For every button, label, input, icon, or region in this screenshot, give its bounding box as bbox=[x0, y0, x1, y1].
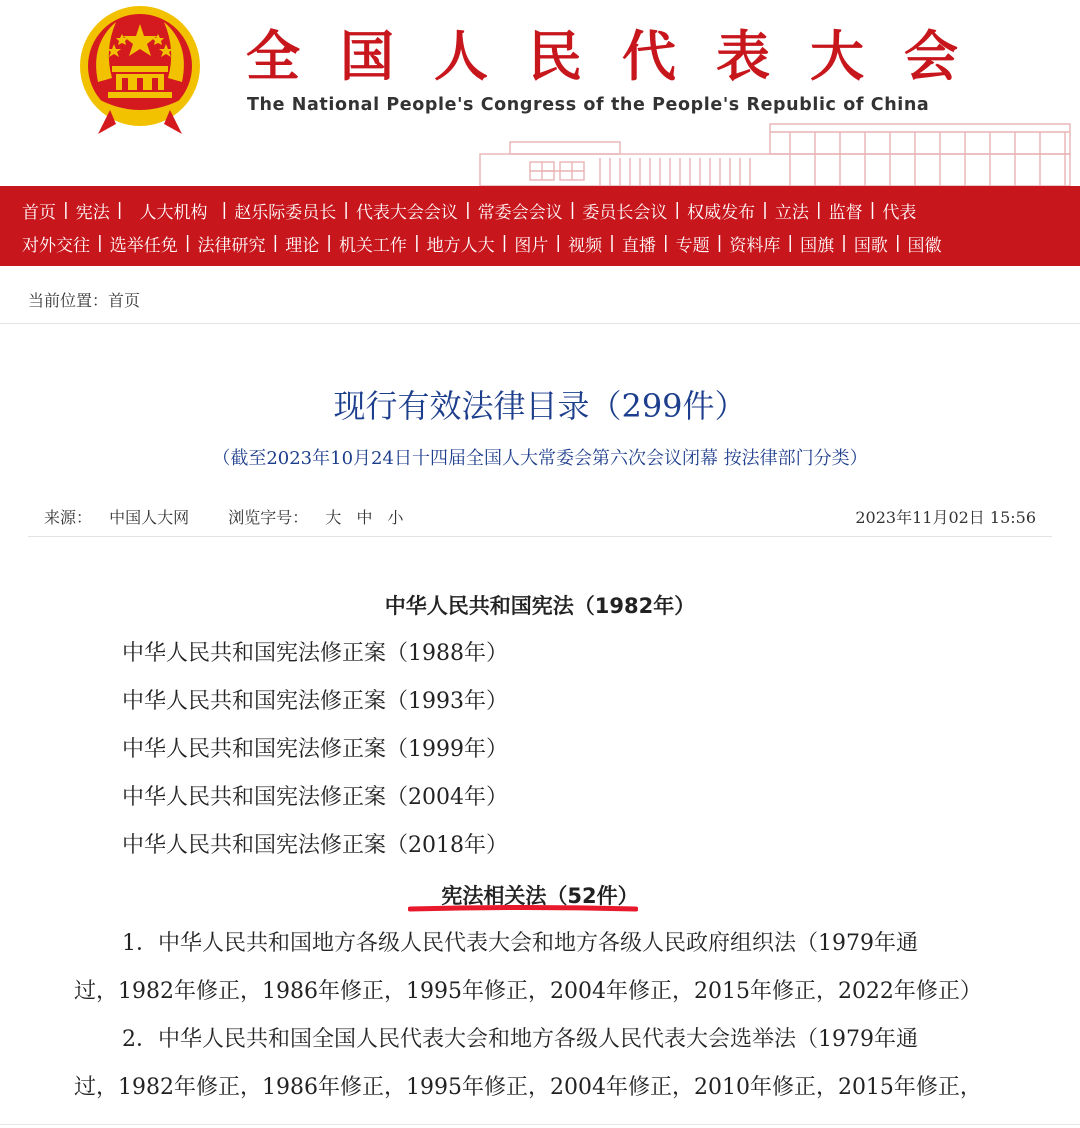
nav-item-videos[interactable]: 视频 bbox=[568, 235, 603, 256]
nav-item-congress-sessions[interactable]: 代表大会会议 bbox=[355, 202, 458, 223]
breadcrumb-label: 当前位置： bbox=[28, 291, 109, 310]
nav-separator: | bbox=[762, 200, 768, 220]
nav-separator: | bbox=[326, 233, 332, 253]
highlight-underline bbox=[408, 905, 638, 913]
nav-item-standing-committee[interactable]: 常委会会议 bbox=[477, 202, 563, 223]
nav-item-legislation[interactable]: 立法 bbox=[774, 202, 809, 223]
breadcrumb-divider bbox=[0, 323, 1080, 324]
amendment-item: 中华人民共和国宪法修正案（2018年） bbox=[122, 833, 508, 858]
nav-item-local-congress[interactable]: 地方人大 bbox=[426, 235, 495, 256]
nav-item-national-anthem[interactable]: 国歌 bbox=[853, 235, 888, 256]
publish-datetime: 2023年11月02日 15:56 bbox=[855, 508, 1036, 527]
nav-separator: | bbox=[674, 200, 681, 220]
nav-separator: | bbox=[343, 200, 349, 220]
nav-separator: | bbox=[609, 233, 615, 253]
nav-item-npc-organs[interactable]: 人大机构 bbox=[139, 202, 208, 223]
meta-divider bbox=[28, 536, 1052, 537]
nav-item-deputies[interactable]: 代表 bbox=[882, 202, 917, 223]
site-header bbox=[0, 0, 1080, 186]
nav-separator: | bbox=[116, 200, 123, 220]
nav-item-office-work[interactable]: 机关工作 bbox=[338, 235, 407, 256]
section-heading-constitution-related: 宪法相关法（52件） bbox=[441, 884, 639, 908]
nav-separator: | bbox=[97, 233, 103, 253]
nav-item-live[interactable]: 直播 bbox=[621, 235, 656, 256]
nav-separator: | bbox=[555, 233, 562, 253]
nav-item-national-emblem[interactable]: 国徽 bbox=[907, 235, 942, 256]
page-subtitle: （截至2023年10月24日十四届全国人大常委会第六次会议闭幕 按法律部门分类） bbox=[212, 448, 868, 469]
nav-item-chairmen-council[interactable]: 委员长会议 bbox=[582, 202, 668, 223]
nav-item-elections[interactable]: 选举任免 bbox=[109, 235, 178, 256]
nav-separator: | bbox=[63, 200, 69, 220]
amendment-item: 中华人民共和国宪法修正案（1988年） bbox=[122, 641, 508, 666]
national-emblem-icon bbox=[76, 4, 204, 136]
nav-item-theory[interactable]: 理论 bbox=[285, 235, 320, 256]
nav-item-foreign-affairs[interactable]: 对外交往 bbox=[22, 235, 90, 256]
law-item-line: 2．中华人民共和国全国人民代表大会和地方各级人民代表大会选举法（1979年通 bbox=[122, 1027, 918, 1052]
nav-separator: | bbox=[815, 200, 822, 220]
constitution-heading: 中华人民共和国宪法（1982年） bbox=[384, 594, 696, 618]
amendment-item: 中华人民共和国宪法修正案（1993年） bbox=[122, 689, 508, 714]
nav-separator: | bbox=[787, 233, 794, 253]
font-size-label: 浏览字号： bbox=[228, 508, 309, 527]
nav-item-law-research[interactable]: 法律研究 bbox=[197, 235, 266, 256]
law-item-line: 过，1982年修正，1986年修正，1995年修正，2004年修正，2010年修正，2015年修正， bbox=[74, 1075, 982, 1100]
breadcrumb bbox=[28, 288, 140, 314]
source-value: 中国人大网 bbox=[109, 508, 190, 527]
nav-separator: | bbox=[869, 200, 876, 220]
nav-item-supervision[interactable]: 监督 bbox=[828, 202, 863, 223]
nav-item-database[interactable]: 资料库 bbox=[729, 235, 781, 256]
nav-separator: | bbox=[413, 233, 420, 253]
nav-item-constitution[interactable]: 宪法 bbox=[75, 202, 110, 223]
font-size-large-button[interactable]: 大 bbox=[325, 508, 342, 527]
nav-separator: | bbox=[464, 200, 471, 220]
nav-separator: | bbox=[272, 233, 279, 253]
amendment-item: 中华人民共和国宪法修正案（2004年） bbox=[122, 785, 508, 810]
nav-row-2 bbox=[22, 228, 942, 258]
nav-separator: | bbox=[569, 200, 576, 220]
nav-separator: | bbox=[662, 233, 669, 253]
font-size-small-button[interactable]: 小 bbox=[387, 508, 404, 527]
nav-item-chairman[interactable]: 赵乐际委员长 bbox=[234, 202, 337, 223]
nav-separator: | bbox=[501, 233, 508, 253]
nav-item-home[interactable]: 首页 bbox=[22, 202, 56, 223]
nav-item-releases[interactable]: 权威发布 bbox=[687, 202, 756, 223]
page-title: 现行有效法律目录（299件） bbox=[333, 387, 747, 425]
law-item-line: 1．中华人民共和国地方各级人民代表大会和地方各级人民政府组织法（1979年通 bbox=[122, 931, 918, 956]
nav-row-1 bbox=[22, 195, 916, 225]
nav-separator: | bbox=[184, 233, 191, 253]
breadcrumb-home-link[interactable]: 首页 bbox=[108, 291, 141, 310]
nav-item-national-flag[interactable]: 国旗 bbox=[800, 235, 835, 256]
great-hall-icon bbox=[470, 118, 1080, 186]
nav-separator: | bbox=[221, 200, 228, 220]
nav-item-topics[interactable]: 专题 bbox=[675, 235, 710, 256]
source-label: 来源： bbox=[44, 508, 93, 527]
law-item-line: 过，1982年修正，1986年修正，1995年修正，2004年修正，2015年修正，2022年修正） bbox=[74, 979, 982, 1004]
site-title-chinese: 全国人民代表大会 bbox=[246, 25, 998, 88]
nav-item-photos[interactable]: 图片 bbox=[514, 235, 549, 256]
amendment-item: 中华人民共和国宪法修正案（1999年） bbox=[122, 737, 508, 762]
nav-separator: | bbox=[841, 233, 847, 253]
bottom-divider bbox=[0, 1124, 1080, 1125]
nav-separator: | bbox=[894, 233, 901, 253]
nav-separator: | bbox=[716, 233, 723, 253]
font-size-medium-button[interactable]: 中 bbox=[356, 508, 373, 527]
article-meta bbox=[44, 504, 1044, 532]
site-title-english: The National People's Congress of the People's Republic of China bbox=[247, 95, 930, 115]
